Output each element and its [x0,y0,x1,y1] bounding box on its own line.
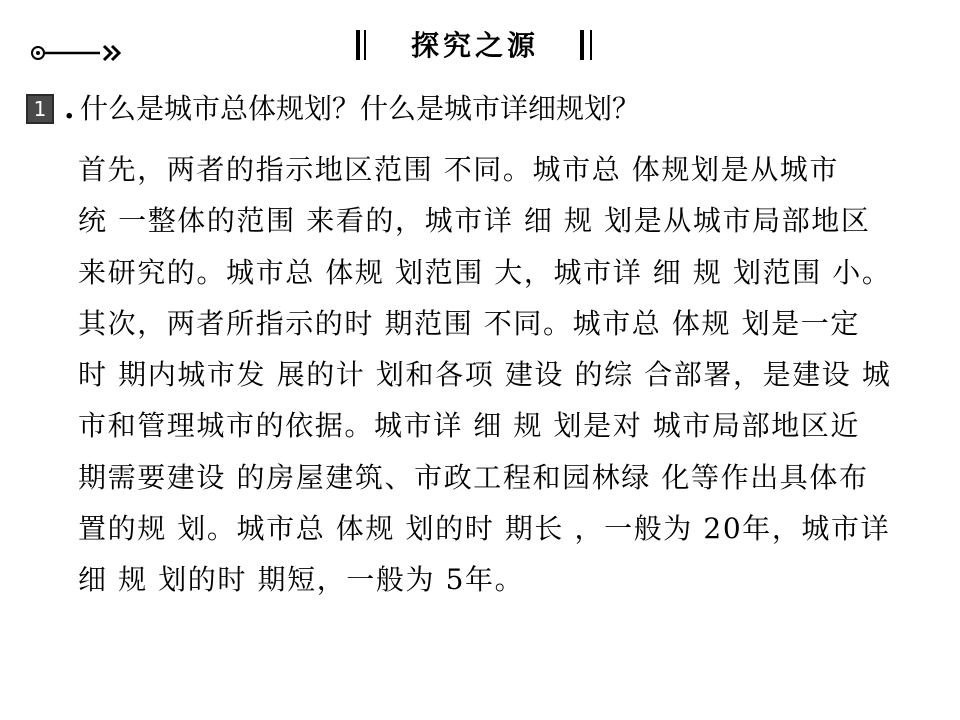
header-bar-right [580,30,584,60]
header-bar-left-thin [364,30,366,60]
answer-body [78,150,928,612]
question-text: 什么是城市总体规划？什么是城市详细规划？ [80,92,641,125]
answer-line: 期需要建设 的房屋建筑、市政工程和园林绿 化等作出具体布 [78,460,869,494]
answer-line: 时 期内城市发 展的计 划和各项 建设 的综 合部署，是建设 城 [78,358,892,392]
section-header [340,26,610,68]
section-title: 探究之源 [410,29,539,62]
answer-line: 统 一整体的范围 来看的，城市详 细 规 划是从城市局部地区 [78,204,871,238]
header-bar-right-thin [590,30,592,60]
question-number-dot: . [64,91,75,126]
answer-line: 首先，两者的指示地区范围 不同。城市总 体规划是从城市 [78,153,840,186]
answer-line: 市和管理城市的依据。城市详 细 规 划是对 城市局部地区近 [78,409,861,443]
answer-line: 来研究的。城市总 体规 划范围 大，城市详 细 规 划范围 小。 [78,255,892,289]
header-bar-left [356,30,360,60]
answer-line: 其次，两者所指示的时 期范围 不同。城市总 体规 划是一定 [78,306,861,340]
answer-line: 细 规 划的时 期短，一般为 5年。 [78,563,525,597]
arrow-decoration-icon [28,40,128,66]
question-number-badge: 1 [26,94,54,124]
answer-line: 置的规 划。城市总 体规 划的时 期长 ，一般为 20年，城市详 [78,512,891,546]
